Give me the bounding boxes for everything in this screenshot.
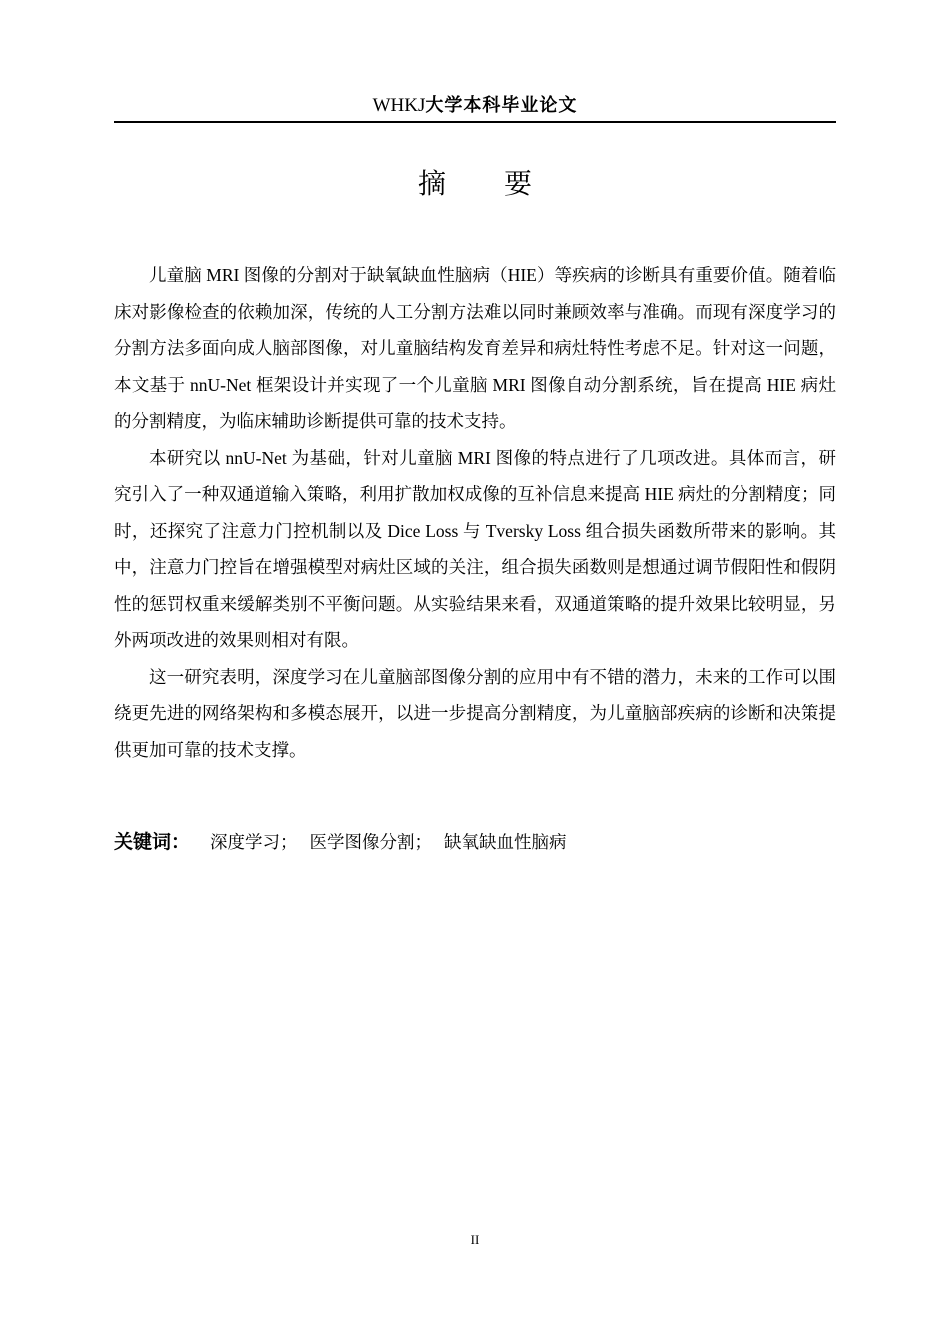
abstract-title: 摘要 <box>417 167 590 200</box>
header-code: WHKJ <box>372 95 426 116</box>
header-title: 大学本科毕业论文 <box>425 95 578 116</box>
keyword-item: 缺氧缺血性脑病 <box>444 832 567 852</box>
header-rule <box>114 121 836 123</box>
keywords-line <box>114 827 836 857</box>
keyword-item: 深度学习； <box>210 832 298 852</box>
abstract-paragraph-2: 本研究以 nnU-Net 为基础，针对儿童脑 MRI 图像的特点进行了几项改进。具体而言，研究引入了一种双通道输入策略，利用扩散加权成像的互补信息来提高 HIE 病灶的分割精度；同时，还探究了注意力门控机制以及 Dice Loss 与 Tversky Loss 组合损失函数所带来的影响。其中，注意力门控旨在增强模型对病灶区域的关注，组合损失函数则是想通过调节假阳性和假阴性的惩罚权重来缓解类别不平衡问题。从实验结果来看，双通道策略的提升效果比较明显，另外两项改进的效果则相对有限。 <box>114 447 836 650</box>
keyword-item: 医学图像分割； <box>309 832 433 852</box>
keywords-label: 关键词： <box>114 831 191 853</box>
abstract-paragraph-3: 这一研究表明，深度学习在儿童脑部图像分割的应用中有不错的潜力，未来的工作可以围绕更先进的网络架构和多模态展开，以进一步提高分割精度，为儿童脑部疾病的诊断和决策提供更加可靠的技术支撑。 <box>114 666 836 760</box>
page-number: II <box>470 1232 480 1247</box>
running-header <box>114 92 836 122</box>
abstract-paragraph-1: 儿童脑 MRI 图像的分割对于缺氧缺血性脑病（HIE）等疾病的诊断具有重要价值。随着临床对影像检查的依赖加深，传统的人工分割方法难以同时兼顾效率与准确。而现有深度学习的分割方法多面向成人脑部图像，对儿童脑结构发育差异和病灶特性考虑不足。针对这一问题，本文基于 nnU-Net 框架设计并实现了一个儿童脑 MRI 图像自动分割系统，旨在提高 HIE 病灶的分割精度，为临床辅助诊断提供可靠的技术支持。 <box>114 265 836 431</box>
abstract-body <box>114 257 836 768</box>
